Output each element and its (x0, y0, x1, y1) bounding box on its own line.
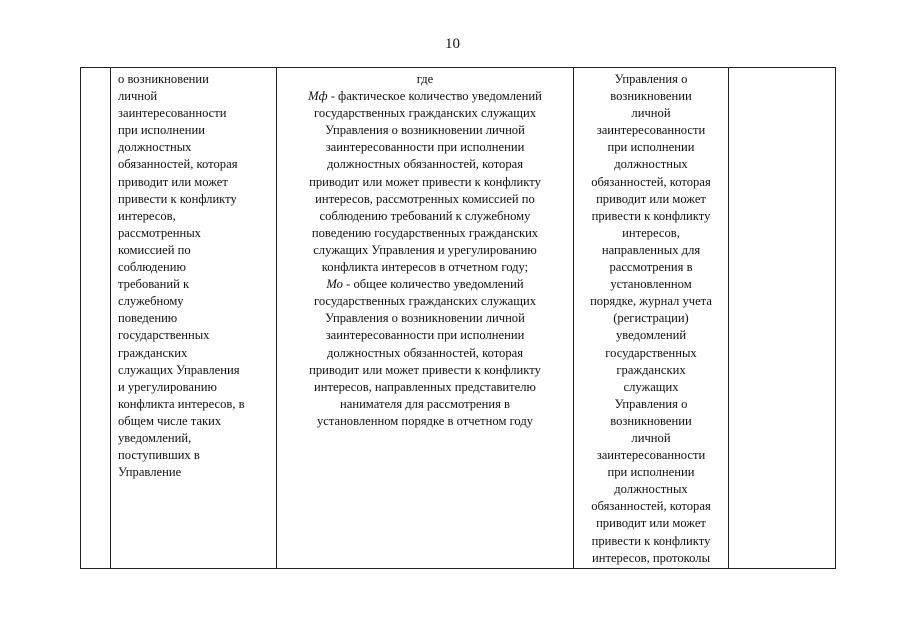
text-line: должностных (614, 157, 688, 172)
table-row (81, 68, 836, 569)
text-line: и урегулированию (118, 379, 217, 394)
text-line: установленном (610, 277, 692, 292)
text-fragment: - общее количество уведомлений (342, 277, 524, 292)
text-line: заинтересованности при исполнении (325, 140, 525, 155)
text-line: конфликта интересов, в (118, 396, 245, 411)
text-line (281, 88, 569, 105)
text-line: Управления о возникновении личной (325, 123, 525, 138)
text-line: рассмотренных (118, 225, 201, 240)
text-line: государственных гражданских служащих (313, 106, 537, 121)
text-line: Управления о (614, 396, 688, 411)
text-line: приводит или может (596, 191, 706, 206)
text-line: соблюдению требований к служебному (319, 208, 531, 223)
cell-data-source (574, 68, 729, 569)
text-line: приводит или может привести к конфликту (309, 362, 541, 377)
text-line: государственных (118, 328, 210, 343)
text-line: служащих (623, 379, 679, 394)
text-line: заинтересованности (596, 123, 706, 138)
text-line: должностных (118, 140, 192, 155)
text-line: поведению государственных гражданских (311, 225, 539, 240)
text-line: служащих Управления (118, 362, 240, 377)
text-line: направленных для (601, 242, 701, 257)
text-line: требований к (118, 277, 190, 292)
text-line: заинтересованности при исполнении (325, 328, 525, 343)
text-line: привести к конфликту (591, 208, 711, 223)
text-line: Управление (118, 465, 182, 480)
text-line: личной (118, 89, 158, 104)
text-line: рассмотрения в (609, 260, 693, 275)
text-line: обязанностей, которая (591, 499, 711, 514)
text-line: общем числе таких (118, 413, 222, 428)
text-line: нанимателя для рассмотрения в (340, 396, 510, 411)
text-line: заинтересованности (596, 448, 706, 463)
text-line: приводит или может (118, 174, 228, 189)
text-line: о возникновении (118, 72, 209, 86)
text-line: возникновении (610, 413, 692, 428)
text-line: порядке, журнал учета (590, 294, 712, 309)
cell-empty-last-column (729, 68, 836, 569)
symbol-mo: Мо (326, 277, 343, 292)
page-number: 10 (445, 36, 460, 52)
cell-formula-explanation (277, 68, 574, 569)
text-line: приводит или может (596, 516, 706, 531)
text-line: интересов, (118, 208, 176, 223)
text-line: при исполнении (607, 465, 695, 480)
text-line: обязанностей, которая (591, 174, 711, 189)
text-line: обязанностей, которая (118, 157, 238, 172)
text-line: служебному (118, 294, 184, 309)
text-line: где (416, 72, 434, 86)
text-line: интересов, рассмотренных комиссией по (315, 191, 535, 206)
symbol-mf: Мф (308, 89, 328, 104)
text-line: уведомлений, (118, 430, 192, 445)
text-line: государственных гражданских служащих (313, 294, 537, 309)
text-line: установленном порядке в отчетном году (316, 413, 534, 428)
text-line: возникновении (610, 89, 692, 104)
text-line: комиссией по (118, 242, 191, 257)
text-line: привести к конфликту (591, 533, 711, 548)
text-line: гражданских (118, 345, 188, 360)
text-line: интересов, направленных представителю (314, 379, 536, 394)
text-line: соблюдению (118, 260, 186, 275)
text-line: служащих Управления и урегулированию (313, 242, 537, 257)
text-line: при исполнении (607, 140, 695, 155)
text-line (281, 276, 569, 293)
text-line: должностных обязанностей, которая (326, 157, 524, 172)
text-fragment: - фактическое количество уведомлений (327, 89, 542, 104)
text-line: должностных (614, 482, 688, 497)
text-line: должностных обязанностей, которая (326, 345, 524, 360)
cell-indicator-name (111, 68, 277, 569)
text-line: конфликта интересов в отчетном году; (321, 260, 529, 275)
text-line: (регистрации) (613, 311, 689, 326)
text-line: при исполнении (118, 123, 205, 138)
text-line: Управления о (614, 72, 688, 86)
text-line: заинтересованности (118, 106, 227, 121)
text-line: привести к конфликту (118, 191, 237, 206)
text-line: интересов, (622, 225, 680, 240)
text-line: личной (631, 106, 671, 121)
text-line: поступивших в (118, 448, 200, 463)
text-line: приводит или может привести к конфликту (309, 174, 541, 189)
cell-number-column (81, 68, 111, 569)
text-line: уведомлений (615, 328, 687, 343)
text-line: гражданских (616, 362, 686, 377)
indicators-table (80, 67, 836, 569)
text-line: интересов, протоколы (591, 550, 711, 565)
text-line: Управления о возникновении личной (325, 311, 525, 326)
text-line: государственных (605, 345, 697, 360)
text-line: поведению (118, 311, 178, 326)
text-line: личной (631, 430, 671, 445)
